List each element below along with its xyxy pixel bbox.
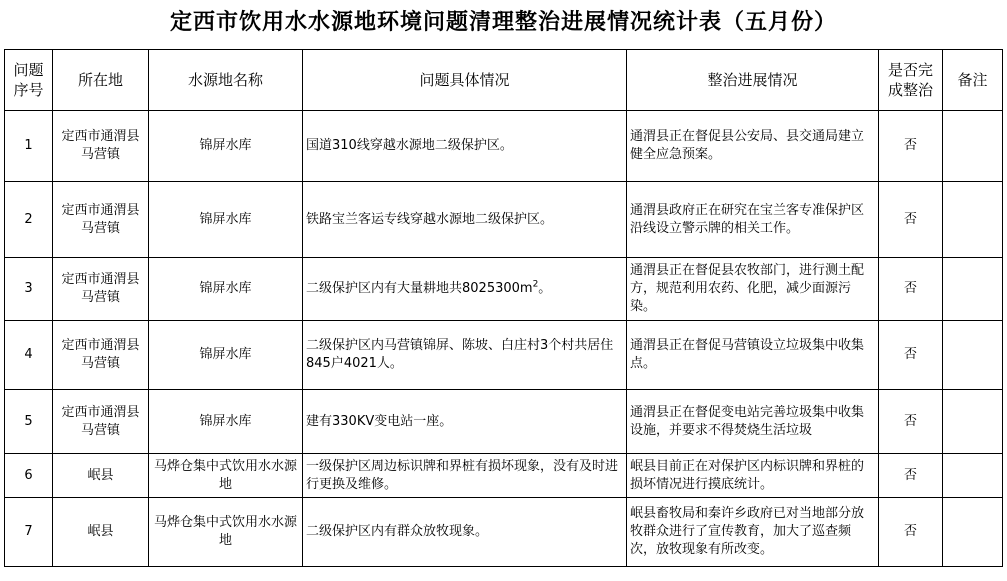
- cell-progress: 通渭县正在督促县公安局、县交通局建立健全应急预案。: [627, 111, 879, 182]
- cell-problem: 建有330KV变电站一座。: [303, 390, 627, 454]
- cell-remark: [943, 182, 1003, 258]
- table-header-row: [5, 50, 1003, 111]
- cell-location: 定西市通渭县马营镇: [53, 390, 149, 454]
- cell-problem: 一级保护区周边标识牌和界桩有损坏现象，没有及时进行更换及维修。: [303, 454, 627, 498]
- header-seq: 问题序号: [5, 50, 53, 111]
- cell-progress: 通渭县正在督促马营镇设立垃圾集中收集点。: [627, 321, 879, 390]
- cell-progress: 通渭县正在督促变电站完善垃圾集中收集设施，并要求不得焚烧生活垃圾: [627, 390, 879, 454]
- cell-location: 定西市通渭县马营镇: [53, 258, 149, 321]
- cell-location: 岷县: [53, 454, 149, 498]
- cell-remark: [943, 111, 1003, 182]
- table-row: [5, 321, 1003, 390]
- cell-location: 岷县: [53, 498, 149, 567]
- cell-remark: [943, 258, 1003, 321]
- page-title: 定西市饮用水水源地环境问题清理整治进展情况统计表（五月份）: [169, 10, 837, 35]
- cell-location: 定西市通渭县马营镇: [53, 182, 149, 258]
- table-row: [5, 258, 1003, 321]
- cell-seq: 7: [5, 498, 53, 567]
- cell-seq: 4: [5, 321, 53, 390]
- table-row: [5, 498, 1003, 567]
- cell-completed: 否: [879, 258, 943, 321]
- table-row: [5, 454, 1003, 498]
- table-row: [5, 111, 1003, 182]
- cell-source-name: 马烨仓集中式饮用水水源地: [149, 454, 303, 498]
- statistics-table: [4, 49, 1003, 567]
- table-row: [5, 390, 1003, 454]
- cell-source-name: 锦屏水库: [149, 321, 303, 390]
- cell-location: 定西市通渭县马营镇: [53, 321, 149, 390]
- cell-source-name: 马烨仓集中式饮用水水源地: [149, 498, 303, 567]
- header-problem: 问题具体情况: [303, 50, 627, 111]
- cell-problem: 二级保护区内马营镇锦屏、陈坡、白庄村3个村共居住845户4021人。: [303, 321, 627, 390]
- superscript-2: 2: [532, 279, 539, 290]
- cell-completed: 否: [879, 390, 943, 454]
- cell-problem: [303, 258, 627, 321]
- cell-completed: 否: [879, 111, 943, 182]
- problem-text: 二级保护区内有大量耕地共8025300m: [306, 281, 533, 296]
- cell-seq: 6: [5, 454, 53, 498]
- cell-source-name: 锦屏水库: [149, 182, 303, 258]
- cell-problem: 国道310线穿越水源地二级保护区。: [303, 111, 627, 182]
- cell-seq: 3: [5, 258, 53, 321]
- cell-completed: 否: [879, 454, 943, 498]
- cell-problem: 铁路宝兰客运专线穿越水源地二级保护区。: [303, 182, 627, 258]
- cell-progress: 通渭县正在督促县农牧部门，进行测土配方，规范利用农药、化肥，减少面源污染。: [627, 258, 879, 321]
- cell-seq: 5: [5, 390, 53, 454]
- header-source-name: 水源地名称: [149, 50, 303, 111]
- header-completed: 是否完成整治: [879, 50, 943, 111]
- table-row: [5, 182, 1003, 258]
- cell-progress: 岷县畜牧局和秦许乡政府已对当地部分放牧群众进行了宣传教育，加大了巡查频次，放牧现象有所改变。: [627, 498, 879, 567]
- cell-completed: 否: [879, 182, 943, 258]
- header-remark: 备注: [943, 50, 1003, 111]
- cell-remark: [943, 498, 1003, 567]
- cell-source-name: 锦屏水库: [149, 111, 303, 182]
- cell-progress: 通渭县政府正在研究在宝兰客专准保护区沿线设立警示牌的相关工作。: [627, 182, 879, 258]
- cell-source-name: 锦屏水库: [149, 258, 303, 321]
- cell-location: 定西市通渭县马营镇: [53, 111, 149, 182]
- cell-completed: 否: [879, 498, 943, 567]
- cell-remark: [943, 390, 1003, 454]
- cell-completed: 否: [879, 321, 943, 390]
- header-progress: 整治进展情况: [627, 50, 879, 111]
- problem-end: 。: [538, 281, 552, 296]
- cell-remark: [943, 321, 1003, 390]
- cell-progress: 岷县目前正在对保护区内标识牌和界桩的损坏情况进行摸底统计。: [627, 454, 879, 498]
- cell-seq: 1: [5, 111, 53, 182]
- cell-remark: [943, 454, 1003, 498]
- cell-source-name: 锦屏水库: [149, 390, 303, 454]
- cell-problem: 二级保护区内有群众放牧现象。: [303, 498, 627, 567]
- header-location: 所在地: [53, 50, 149, 111]
- cell-seq: 2: [5, 182, 53, 258]
